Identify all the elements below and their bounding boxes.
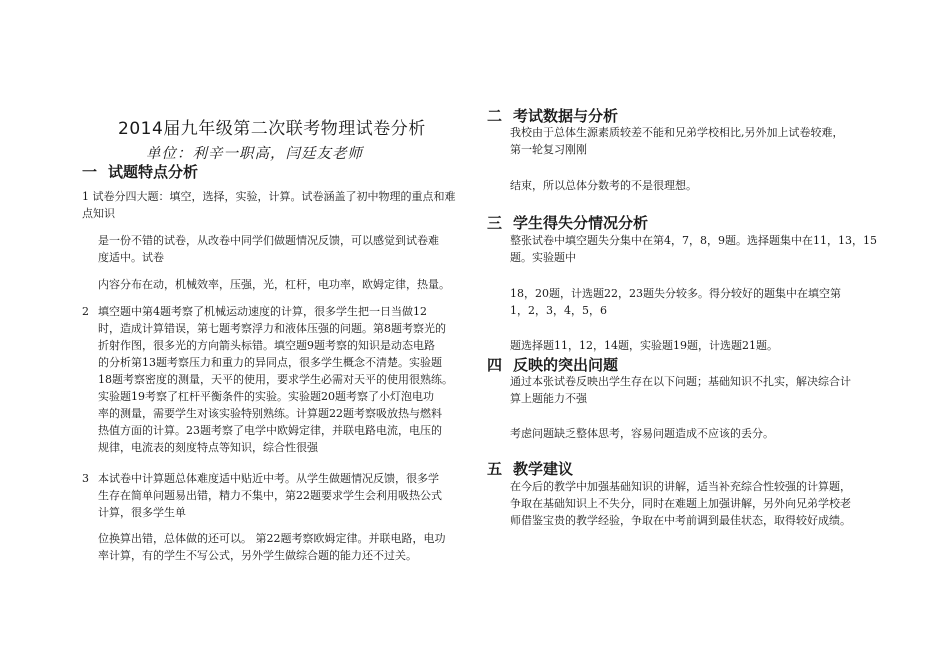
- s5-paragraph-1: [510, 478, 851, 529]
- text-line: 度适中。试卷: [98, 251, 164, 264]
- section-4-title: 反映的突出问题: [513, 356, 619, 374]
- text-line: 的分析第13题考察压力和重力的异同点，很多学生概念不清楚。实验题: [98, 356, 442, 369]
- text-line: 整张试卷中填空题失分集中在第4，7，8，9题。选择题集中在11，13，15: [510, 234, 877, 247]
- text-line: 争取在基础知识上不失分，同时在难题上加强讲解，另外向兄弟学校老: [510, 497, 851, 510]
- text-line: 率计算，有的学生不写公式，另外学生做综合题的能力还不过关。: [98, 549, 417, 562]
- text-line: 时，造成计算错误，第七题考察浮力和液体压强的问题。第8题考察光的: [98, 322, 446, 335]
- text-line: 师借鉴宝贵的教学经验，争取在中考前调到最佳状态，取得较好成绩。: [510, 514, 851, 527]
- s1-paragraph-3: [98, 276, 450, 293]
- text-line: 在今后的教学中加强基础知识的讲解，适当补充综合性较强的计算题，: [510, 480, 851, 493]
- text-line: 本试卷中计算题总体难度适中贴近中考。从学生做题情况反馈，很多学: [98, 472, 439, 485]
- text-line: 规律，电流表的刻度特点等知识，综合性很强: [98, 441, 318, 454]
- section-2-number: 二: [487, 107, 503, 125]
- text-line: 折射作图，很多光的方向箭头标错。填空题9题考察的知识是动态电路: [98, 339, 435, 352]
- section-5-title: 教学建议: [513, 460, 574, 478]
- section-3-number: 三: [487, 214, 503, 232]
- text-line: 是一份不错的试卷，从改卷中同学们做题情况反馈，可以感觉到试卷难: [98, 234, 439, 247]
- document-title: 2014届九年级第二次联考物理试卷分析: [118, 119, 426, 139]
- section-1-title: 试题特点分析: [108, 163, 199, 181]
- text-line: 18题考察密度的测量，天平的使用，要求学生必需对天平的使用很熟练。: [98, 373, 453, 386]
- text-line: 热值方面的计算。23题考察了电学中欧姆定律，并联电路电流，电压的: [98, 424, 442, 437]
- text-line: 结束，所以总体分数考的不是很理想。: [510, 179, 697, 192]
- section-1-heading: [82, 161, 198, 182]
- section-3-title: 学生得失分情况分析: [513, 214, 649, 232]
- text-line: 算上题能力不强: [510, 392, 587, 405]
- text-line: 位换算出错，总体做的还可以。 第22题考察欧姆定律。并联电路，电功: [98, 532, 446, 545]
- section-5-number: 五: [487, 460, 503, 478]
- s3-paragraph-3: [510, 337, 778, 354]
- section-3-heading: [487, 212, 648, 233]
- s2-paragraph-1: [510, 124, 844, 158]
- section-2-heading: [487, 105, 618, 126]
- text-line: 点知识: [82, 207, 115, 220]
- text-line: 填空题中第4题考察了机械运动速度的计算，很多学生把一日当做12: [98, 305, 427, 318]
- text-line: 计算，很多学生单: [98, 506, 186, 519]
- section-2-title: 考试数据与分析: [513, 107, 619, 125]
- text-line: 内容分布在动，机械效率，压强，光，杠杆，电功率，欧姆定律，热量。: [98, 278, 450, 291]
- text-line: 实验题19考察了杠杆平衡条件的实验。实验题20题考察了小灯泡电功: [98, 390, 434, 403]
- section-4-heading: [487, 354, 618, 375]
- section-1-number: 一: [82, 163, 98, 181]
- text-line: 率的测量，需要学生对该实验特别熟练。计算题22题考察吸放热与燃料: [98, 407, 442, 420]
- text-line: 生存在简单问题易出错，精力不集中，第22题要求学生会利用吸热公式: [98, 489, 442, 502]
- s1-paragraph-6: [98, 530, 446, 564]
- s1-item-3-number: 3: [82, 472, 89, 485]
- text-line: 1，2，3，4，5，6: [510, 304, 607, 317]
- s1-paragraph-5: [98, 470, 442, 521]
- s2-paragraph-2: [510, 177, 697, 194]
- section-5-heading: [487, 458, 573, 479]
- author-unit: 单位：利辛一职高，闫廷友老师: [146, 146, 363, 162]
- text-line: 第一轮复习刚刚: [510, 143, 587, 156]
- s1-paragraph-4: [98, 303, 453, 456]
- text-line: 题。实验题中: [510, 251, 576, 264]
- s1-paragraph-2: [98, 232, 439, 266]
- s1-item-2-number: 2: [82, 305, 89, 318]
- s3-paragraph-1: [510, 232, 877, 266]
- text-line: 我校由于总体生源素质较差不能和兄弟学校相比,另外加上试卷较难，: [510, 126, 844, 139]
- s4-paragraph-1: [510, 373, 851, 407]
- s4-paragraph-2: [510, 425, 774, 442]
- text-line: 考虑问题缺乏整体思考，容易问题造成不应该的丢分。: [510, 427, 774, 440]
- section-4-number: 四: [487, 356, 503, 374]
- s3-paragraph-2: [510, 285, 841, 319]
- text-line: 题选择题11，12，14题，实验题19题，计选题21题。: [510, 339, 778, 352]
- s1-paragraph-1: [82, 188, 456, 222]
- text-line: 18，20题，计选题22，23题失分较多。得分较好的题集中在填空第: [510, 287, 841, 300]
- text-line: 通过本张试卷反映出学生存在以下问题；基础知识不扎实，解决综合计: [510, 375, 851, 388]
- text-line: 1 试卷分四大题：填空，选择，实验，计算。试卷涵盖了初中物理的重点和难: [82, 190, 456, 203]
